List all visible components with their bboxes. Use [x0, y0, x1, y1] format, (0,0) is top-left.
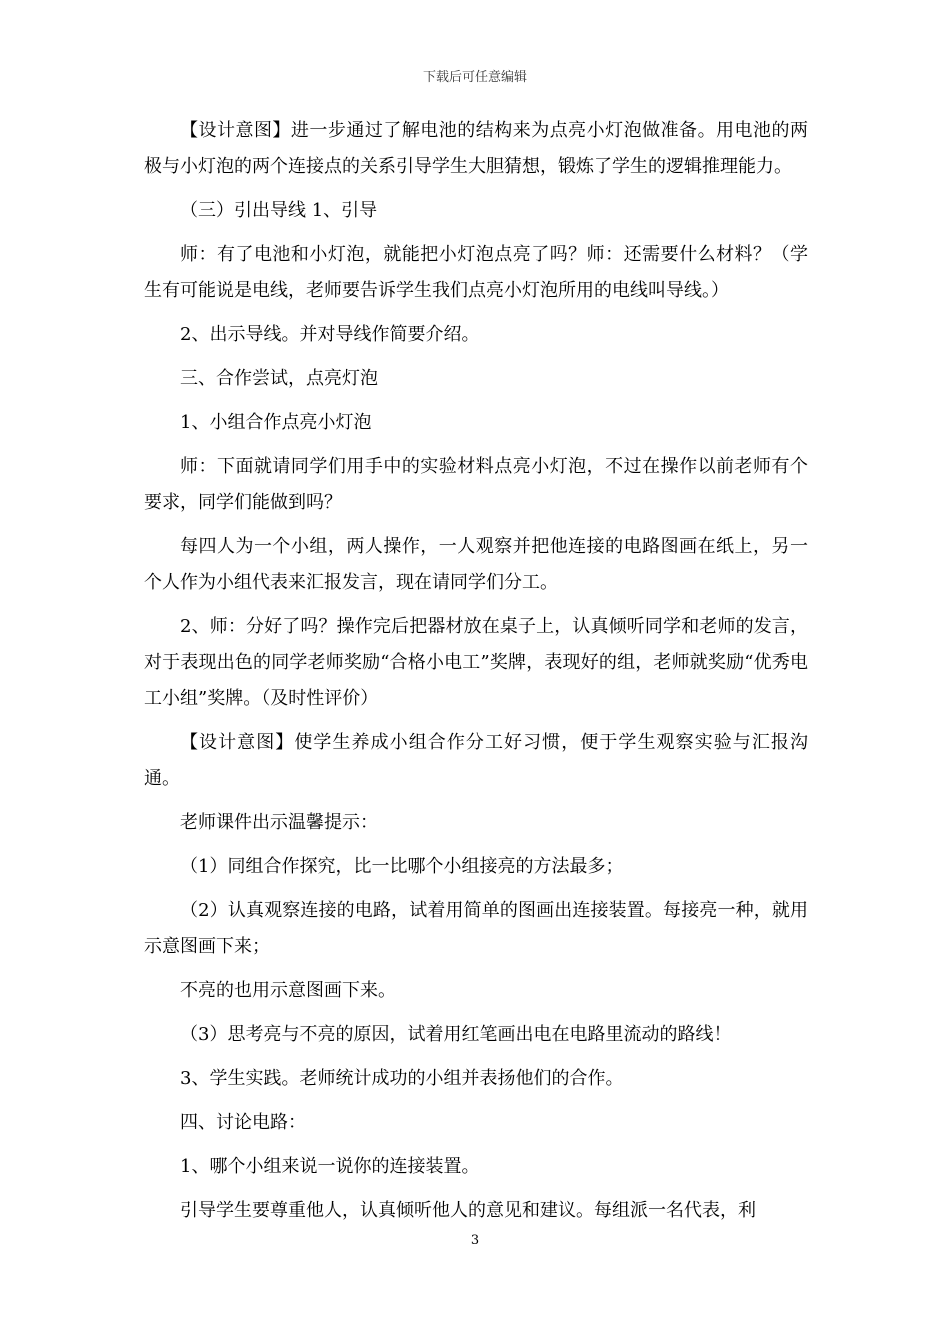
- paragraph-teacher-question: 师：有了电池和小灯泡，就能把小灯泡点亮了吗？师：还需要什么材料？（学生有可能说是电线，老师要告诉学生我们点亮小灯泡所用的电线叫导线。）: [144, 244, 808, 301]
- page-number: 3: [470, 1233, 480, 1248]
- paragraph-design-intent-1: 【设计意图】进一步通过了解电池的结构来为点亮小灯泡做准备。用电池的两极与小灯泡的两个连接点的关系引导学生大胆猜想，锻炼了学生的逻辑推理能力。: [144, 120, 808, 177]
- paragraph-tips-heading: 老师课件出示温馨提示：: [180, 812, 378, 833]
- paragraph-part-3-heading: 三、合作尝试，点亮灯泡: [180, 368, 378, 389]
- paragraph-section-3-heading: （三）引出导线 1、引导: [180, 200, 378, 221]
- paragraph-design-intent-2: 【设计意图】使学生养成小组合作分工好习惯，便于学生观察实验与汇报沟通。: [144, 732, 808, 789]
- paragraph-tip-2-continued: 不亮的也用示意图画下来。: [180, 980, 396, 1001]
- paragraph-tip-1: （1）同组合作探究，比一比哪个小组接亮的方法最多；: [180, 856, 624, 877]
- paragraph-tip-3: （3）思考亮与不亮的原因，试着用红笔画出电在电路里流动的路线！: [180, 1024, 732, 1045]
- paragraph-student-practice: 3、学生实践。老师统计成功的小组并表扬他们的合作。: [180, 1068, 624, 1089]
- paragraph-show-wire: 2、出示导线。并对导线作简要介绍。: [180, 324, 480, 345]
- paragraph-teacher-instructions: 师：下面就请同学们用手中的实验材料点亮小灯泡，不过在操作以前老师有个要求，同学们能做到吗？: [144, 456, 808, 513]
- paragraph-part-4-heading: 四、讨论电路：: [180, 1112, 306, 1133]
- paragraph-respect-others: 引导学生要尊重他人，认真倾听他人的意见和建议。每组派一名代表，利: [180, 1200, 756, 1221]
- paragraph-group-light-bulb: 1、小组合作点亮小灯泡: [180, 412, 372, 433]
- paragraph-group-roles: 每四人为一个小组，两人操作，一人观察并把他连接的电路图画在纸上，另一个人作为小组代表来汇报发言，现在请同学们分工。: [144, 536, 808, 593]
- paragraph-rewards: 2、师：分好了吗？操作完后把器材放在桌子上，认真倾听同学和老师的发言，对于表现出色的同学老师奖励“合格小电工”奖牌，表现好的组，老师就奖励“优秀电工小组”奖牌。（及时性评价）: [144, 616, 808, 709]
- page-header: 下载后可任意编辑: [422, 70, 527, 85]
- paragraph-tip-2: （2）认真观察连接的电路，试着用简单的图画出连接装置。每接亮一种，就用示意图画下来；: [144, 900, 808, 957]
- paragraph-group-report: 1、哪个小组来说一说你的连接装置。: [180, 1156, 480, 1177]
- document-body: [144, 113, 808, 1229]
